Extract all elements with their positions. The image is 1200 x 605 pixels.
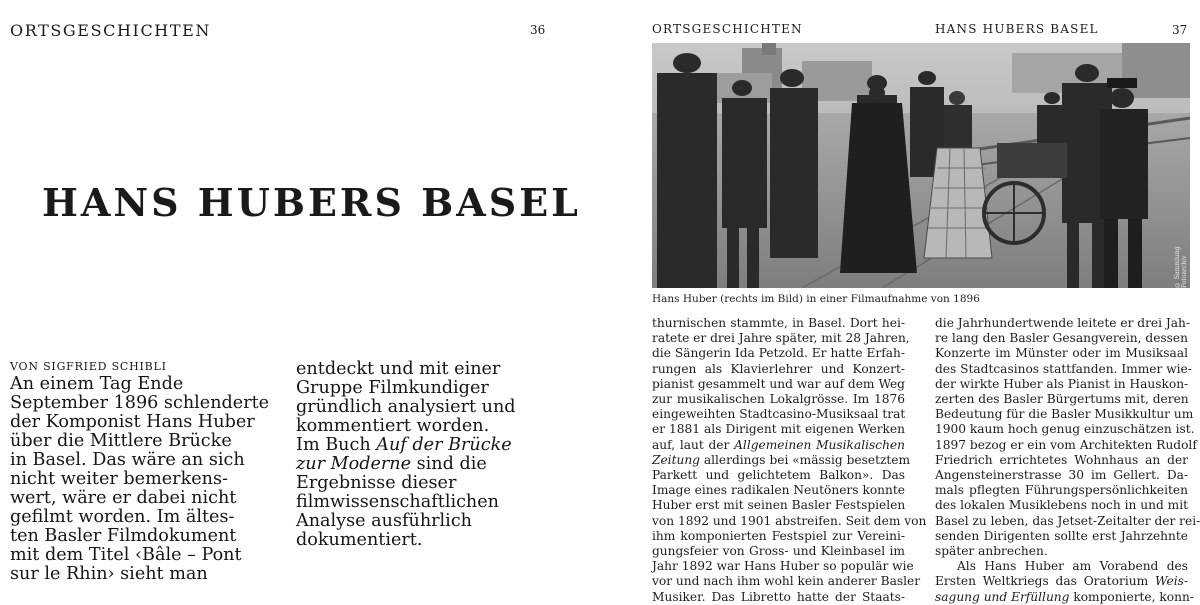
body-line: senden Dirigenten sollte erst Jahrzehnte bbox=[935, 528, 1188, 543]
photo-credit: © Sammlung Fotoarchiv bbox=[1174, 246, 1188, 288]
body-line: Musiker. Das Libretto hatte der Staats- bbox=[652, 589, 905, 604]
body-line: des lokalen Musiklebens noch in und mit bbox=[935, 498, 1188, 513]
lead-line: der Komponist Hans Huber bbox=[10, 412, 255, 432]
body-line: rungen als Klavierlehrer und Konzert- bbox=[652, 361, 905, 376]
lead-column-1 bbox=[10, 375, 275, 584]
body-line: Jahr 1892 war Hans Huber so populär wie bbox=[652, 559, 914, 574]
lead-line: ten Basler Filmdokument bbox=[10, 526, 237, 546]
newspaper-title: Allgemeinen Musikalischen bbox=[734, 437, 905, 452]
body-line: von 1892 und 1901 abstreifen. Seit dem von bbox=[652, 513, 927, 528]
body-line bbox=[935, 589, 1194, 605]
body-line: der wirkte Huber als Pianist in Hauskon- bbox=[935, 376, 1189, 391]
body-line: Angensteinerstrasse 30 im Gellert. Da- bbox=[935, 468, 1188, 483]
body-line: er 1881 als Dirigent mit eigenen Werken bbox=[652, 422, 905, 437]
body-line: mals pflegten Führungspersönlichkeiten bbox=[935, 483, 1188, 498]
body-line: ratete er drei Jahre später, mit 28 Jahren, bbox=[652, 331, 910, 346]
body-line: später anbrechen. bbox=[935, 544, 1048, 559]
body-line: des Stadtcasinos stattfanden. Immer wie- bbox=[935, 361, 1192, 376]
article-title: HANS HUBERS BASEL bbox=[42, 180, 581, 225]
lead-line: September 1896 schlenderte bbox=[10, 393, 270, 413]
lead-line: gefilmt worden. Im ältes- bbox=[10, 507, 235, 527]
body-text: Ersten Weltkriegs das Oratorium bbox=[935, 574, 1155, 589]
body-line: Basel zu leben, das Jetset-Zeitalter der rei- bbox=[935, 513, 1200, 528]
body-line: gungsfeier von Gross- und Kleinbasel im bbox=[652, 544, 905, 559]
body-line: ihm komponierten Festspiel zur Vereini- bbox=[652, 528, 905, 543]
lead-line: über die Mittlere Brücke bbox=[10, 431, 232, 451]
lead-line: wert, wäre er dabei nicht bbox=[10, 488, 237, 508]
body-line: Friedrich errichtetes Wohnhaus an der bbox=[935, 452, 1188, 467]
body-line: Parkett und gelichtetem Balkon». Das bbox=[652, 468, 905, 483]
lead-text: Im Buch bbox=[296, 435, 377, 455]
body-line: re lang den Basler Gesangverein, dessen bbox=[935, 331, 1188, 346]
lead-line: gründlich analysiert und bbox=[296, 397, 516, 417]
body-line: Konzerte im Münster oder im Musiksaal bbox=[935, 346, 1188, 361]
lead-line: dokumentiert. bbox=[296, 530, 423, 550]
oratorio-title-continued: sagung und Erfüllung bbox=[935, 589, 1070, 604]
body-line: die Sängerin Ida Petzold. Er hatte Erfah- bbox=[652, 346, 905, 361]
page-number-left: 36 bbox=[530, 23, 546, 37]
lead-line: kommentiert worden. bbox=[296, 416, 490, 436]
body-line bbox=[935, 574, 1188, 589]
lead-line bbox=[296, 455, 531, 474]
body-line: thurnischen stammte, in Basel. Dort hei- bbox=[652, 316, 905, 330]
body-text: auf, laut der bbox=[652, 437, 735, 452]
body-line: die Jahrhundertwende leitete er drei Jah- bbox=[935, 316, 1191, 330]
lead-line: in Basel. Das wäre an sich bbox=[10, 450, 245, 470]
body-column-2 bbox=[935, 316, 1200, 605]
byline: VON SIGFRIED SCHIBLI bbox=[10, 360, 167, 373]
page-number-right: 37 bbox=[1172, 23, 1188, 37]
body-line: zerten des Basler Bürgertums mit, deren bbox=[935, 392, 1189, 407]
oratorio-title: Weis- bbox=[1154, 574, 1188, 589]
body-line: pianist gesammelt und war auf dem Weg bbox=[652, 376, 905, 391]
body-line: eingeweihten Stadtcasino-Musiksaal trat bbox=[652, 407, 906, 422]
lead-line: mit dem Titel ‹Bâle – Pont bbox=[10, 545, 242, 565]
historical-photo bbox=[652, 43, 1190, 288]
book-title-continued: zur Moderne bbox=[296, 454, 412, 474]
lead-line: sur le Rhin› sieht man bbox=[10, 564, 208, 584]
lead-line: Gruppe Filmkundiger bbox=[296, 378, 489, 398]
photo-caption: Hans Huber (rechts im Bild) in einer Filmaufnahme von 1896 bbox=[652, 293, 980, 305]
body-line: Huber erst mit seinen Basler Festspielen bbox=[652, 498, 906, 513]
body-text: komponierte, konn- bbox=[1069, 589, 1194, 604]
body-line: Bedeutung für die Basler Musikkultur um bbox=[935, 407, 1194, 422]
body-column-1 bbox=[652, 316, 927, 605]
running-head-right-section: ORTSGESCHICHTEN bbox=[652, 22, 803, 36]
lead-line: Ergebnisse dieser bbox=[296, 473, 457, 493]
lead-line: Analyse ausführlich bbox=[296, 511, 472, 531]
newspaper-title-continued: Zeitung bbox=[652, 452, 700, 467]
body-line: 1900 kaum hoch genug einzuschätzen ist. bbox=[935, 422, 1195, 437]
body-line: zur musikalischen Lokalgrösse. Im 1876 bbox=[652, 392, 905, 407]
lead-line bbox=[296, 436, 531, 455]
body-line: Als Hans Huber am Vorabend des bbox=[957, 559, 1188, 574]
running-head-left: ORTSGESCHICHTEN bbox=[10, 21, 211, 40]
book-title: Auf der Brücke bbox=[376, 435, 512, 455]
body-line: 1897 bezog er ein vom Architekten Rudolf bbox=[935, 437, 1197, 452]
lead-line: An einem Tag Ende bbox=[10, 374, 184, 394]
lead-line: nicht weiter bemerkens- bbox=[10, 469, 228, 489]
body-line bbox=[652, 438, 905, 453]
lead-line: entdeckt und mit einer bbox=[296, 359, 501, 379]
photo-illustration bbox=[652, 43, 1190, 288]
lead-text: sind die bbox=[411, 454, 487, 474]
lead-line: filmwissenschaftlichen bbox=[296, 492, 499, 512]
body-text: allerdings bei «mässig besetztem bbox=[699, 452, 911, 467]
body-line bbox=[652, 452, 911, 468]
lead-column-2 bbox=[296, 360, 531, 550]
body-line: vor und nach ihm wohl kein anderer Basler bbox=[652, 574, 921, 589]
body-line: Image eines radikalen Neutöners konnte bbox=[652, 483, 905, 498]
running-head-right-title: HANS HUBERS BASEL bbox=[935, 22, 1099, 36]
